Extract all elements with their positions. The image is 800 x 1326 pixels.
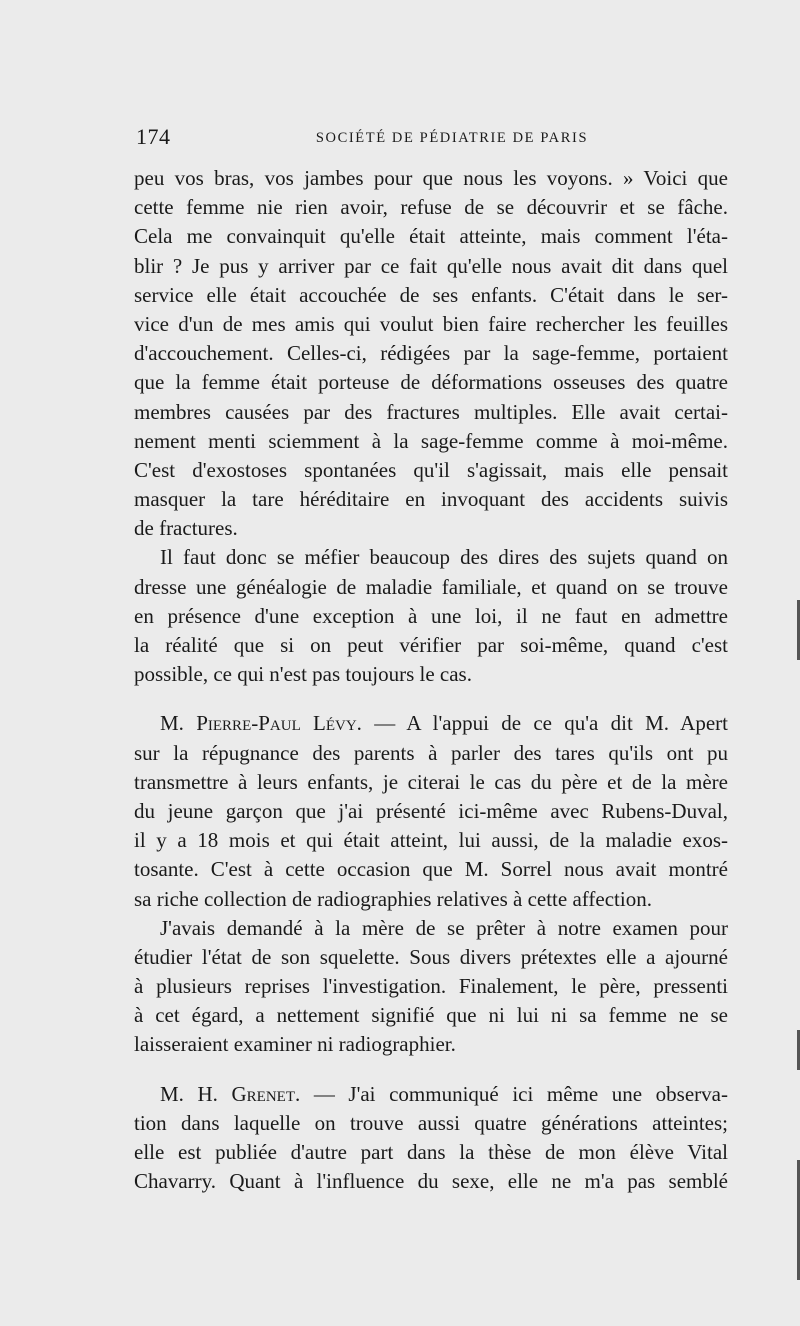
text-line: cette femme nie rien avoir, refuse de se découvrir et se fâche. (134, 195, 728, 220)
page-body (134, 164, 728, 1196)
running-head: SOCIÉTÉ DE PÉDIATRIE DE PARIS (315, 130, 589, 146)
text-line: étudier l'état de son squelette. Sous divers prétextes elle a ajourné (134, 944, 728, 969)
text-line: possible, ce qui n'est pas toujours le cas. (134, 662, 472, 687)
text-line: nement menti sciemment à la sage-femme comme à moi-même. (134, 428, 728, 453)
text-line: d'accouchement. Celles-ci, rédigées par la sage-femme, portaient (134, 341, 728, 366)
speaker-name: Pierre-Paul Lévy. (196, 711, 362, 736)
text-line: Il faut donc se méfier beaucoup des dires des sujets quand on (160, 545, 728, 570)
page-number: 174 (136, 124, 171, 149)
text-line: Chavarry. Quant à l'influence du sexe, elle ne m'a pas semblé (134, 1169, 728, 1194)
text-line: la réalité que si on peut vérifier par soi-même, quand c'est (134, 633, 728, 657)
paragraph (134, 1080, 728, 1197)
text-line: blir ? Je pus y arriver par ce fait qu'elle nous avait dit dans quel (134, 253, 728, 278)
speaker-remark: — A l'appui de ce qu'a dit M. Apert (361, 711, 728, 736)
speaker-remark: — J'ai communiqué ici même une observa- (300, 1081, 728, 1106)
text-line: de fractures. (134, 516, 238, 541)
text-line: membres causées par des fractures multiples. Elle avait certai- (134, 399, 728, 424)
text-line: Cela me convainquit qu'elle était atteinte, mais comment l'éta- (134, 224, 728, 249)
text-line: peu vos bras, vos jambes pour que nous les voyons. » Voici que (134, 166, 728, 190)
section-gap (134, 689, 728, 709)
section-gap (134, 1060, 728, 1080)
text-line: en présence d'une exception à une loi, il ne faut en admettre (134, 603, 728, 628)
text-line: tion dans laquelle on trouve aussi quatre générations atteintes; (134, 1110, 728, 1135)
text-line: à plusieurs reprises l'investigation. Finalement, le père, pressenti (134, 974, 728, 999)
text-line: sa riche collection de radiographies relatives à cette affection. (134, 886, 652, 911)
paragraph (134, 164, 728, 543)
text-line: que la femme était porteuse de déformations osseuses des quatre (134, 370, 728, 395)
speaker-name: Grenet. (231, 1081, 301, 1106)
text-line: dresse une généalogie de maladie familiale, et quand on se trouve (134, 574, 728, 599)
text-line: elle est publiée d'autre part dans la thèse de mon élève Vital (134, 1140, 728, 1164)
speaker-line (134, 1080, 728, 1109)
text-line: il y a 18 mois et qui était atteint, lui aussi, de la maladie exos- (134, 828, 728, 853)
speaker-prefix: M. H. (160, 1081, 232, 1106)
text-line: service elle était accouchée de ses enfants. C'était dans le ser- (134, 282, 728, 307)
text-line: à cet égard, a nettement signifié que ni lui ni sa femme ne se (134, 1003, 728, 1028)
text-line: vice d'un de mes amis qui voulut bien faire rechercher les feuilles (134, 311, 728, 336)
paragraph (134, 914, 728, 1060)
text-line: sur la répugnance des parents à parler des tares qu'ils ont pu (134, 740, 728, 765)
text-line: laisseraient examiner ni radiographier. (134, 1032, 456, 1057)
text-line: transmettre à leurs enfants, je citerai le cas du père et de la mère (134, 769, 728, 794)
page-header (136, 124, 728, 154)
text-line: tosante. C'est à cette occasion que M. Sorrel nous avait montré (134, 857, 728, 882)
speaker-line (134, 709, 728, 738)
text-line: masquer la tare héréditaire en invoquant des accidents suivis (134, 487, 728, 512)
text-line: J'avais demandé à la mère de se prêter à notre examen pour (160, 915, 728, 940)
text-line: du jeune garçon que j'ai présenté ici-même avec Rubens-Duval, (134, 798, 728, 823)
paragraph (134, 709, 728, 913)
speaker-prefix: M. (160, 711, 197, 736)
text-line: C'est d'exostoses spontanées qu'il s'agissait, mais elle pensait (134, 457, 728, 482)
paragraph (134, 543, 728, 689)
